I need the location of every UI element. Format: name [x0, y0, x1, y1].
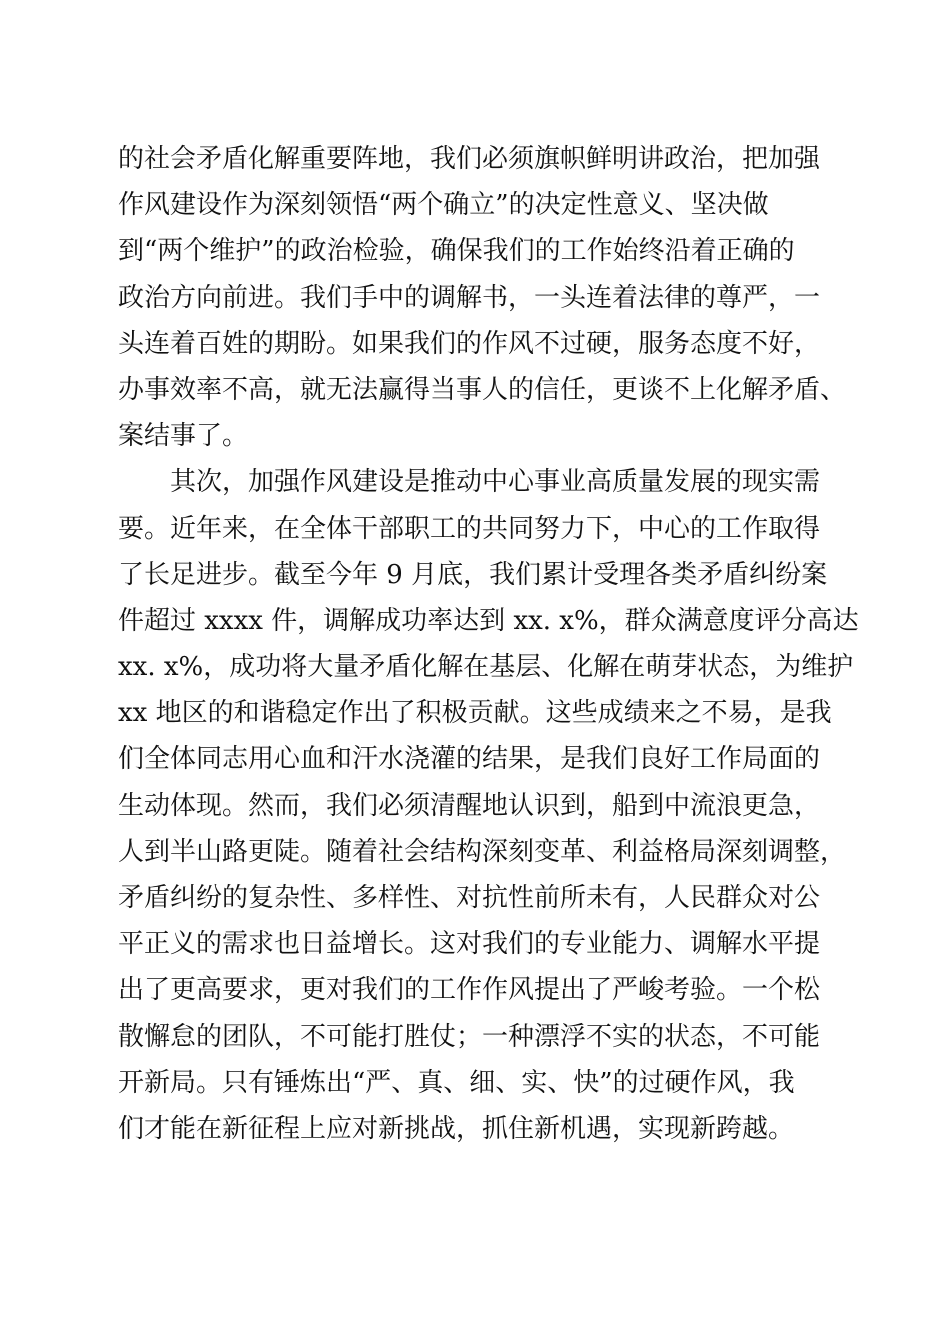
text-line: 的社会矛盾化解重要阵地，我们必须旗帜鲜明讲政治，把加强 — [118, 144, 821, 174]
text-line: xx 地区的和谐稳定作出了积极贡献。这些成绩来之不易，是我 — [118, 698, 832, 729]
text-line: 矛盾纠纷的复杂性、多样性、对抗性前所未有，人民群众对公 — [118, 883, 821, 913]
text-line: 散懈怠的团队，不可能打胜仗；一种漂浮不实的状态，不可能 — [118, 1021, 821, 1052]
text-line: 出了更高要求，更对我们的工作作风提出了严峻考验。一个松 — [118, 975, 821, 1006]
text-line: 办事效率不高，就无法赢得当事人的信任，更谈不上化解矛盾、 — [118, 374, 847, 405]
text-line: 人到半山路更陡。随着社会结构深刻变革、利益格局深刻调整， — [118, 836, 847, 867]
text-line: 案结事了。 — [118, 421, 249, 452]
text-line: 生动体现。然而，我们必须清醒地认识到，船到中流浪更急， — [118, 790, 821, 821]
text-line: 要。近年来，在全体干部职工的共同努力下，中心的工作取得 — [118, 513, 821, 544]
text-line: 政治方向前进。我们手中的调解书，一头连着法律的尊严，一 — [118, 282, 821, 313]
text-line: 件超过 xxxx 件，调解成功率达到 xx. x%，群众满意度评分高达 — [118, 605, 859, 636]
text-line: 到“两个维护”的政治检验，确保我们的工作始终沿着正确的 — [118, 236, 795, 267]
text-line: 们全体同志用心血和汗水浇灌的结果，是我们良好工作局面的 — [118, 744, 821, 775]
text-line: 作风建设作为深刻领悟“两个确立”的决定性意义、坚决做 — [118, 190, 769, 221]
text-line: 平正义的需求也日益增长。这对我们的专业能力、调解水平提 — [118, 929, 821, 960]
body-text — [118, 136, 858, 1152]
paragraph-start-line: 其次，加强作风建设是推动中心事业高质量发展的现实需 — [170, 467, 821, 498]
text-line: 了长足进步。截至今年 9 月底，我们累计受理各类矛盾纠纷案 — [118, 559, 828, 590]
text-line: 开新局。只有锤炼出“严、真、细、实、快”的过硬作风，我 — [118, 1067, 795, 1098]
text-line: xx. x%，成功将大量矛盾化解在基层、化解在萌芽状态，为维护 — [118, 652, 854, 683]
text-line: 头连着百姓的期盼。如果我们的作风不过硬，服务态度不好， — [118, 328, 821, 359]
text-line: 们才能在新征程上应对新挑战，抓住新机遇，实现新跨越。 — [118, 1113, 795, 1144]
